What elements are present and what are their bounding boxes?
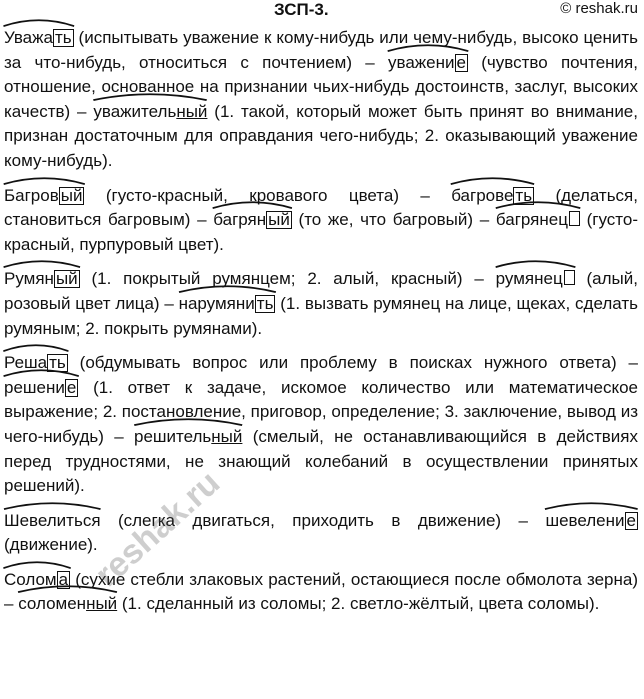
word-stem: багрянец (495, 210, 568, 230)
page-header (0, 0, 644, 22)
word-stem: Румян (4, 269, 54, 289)
word-stem: шевелени (545, 510, 625, 530)
word-root-marked (18, 592, 117, 617)
definition-text: (чувство почтения, отношение, основанное на признании чьих-нибудь достоинств, заслуг, высоких качеств) – (4, 52, 638, 121)
source-credit: © reshak.ru (560, 0, 638, 17)
word-stem: багрян (213, 210, 267, 230)
word-stem: Уважа (4, 28, 53, 47)
exercise-body (4, 26, 638, 627)
definition-text: (сухие стебли злаковых растений, остающиеся после обмолота зерна) – (4, 569, 638, 614)
word-ending: е (626, 510, 636, 530)
definition-text: (1. сделанный из соломы; 2. светло-жёлтый, цвета соломы). (117, 594, 600, 614)
definition-text: (делаться, становиться багровым) – (4, 185, 638, 230)
word-ending: а (58, 569, 69, 589)
definition-text: (слегка двигаться, приходить в движение) – (100, 510, 546, 530)
word-family-paragraph (4, 351, 638, 499)
word-stem: уважитель (93, 101, 177, 121)
word-family-paragraph (4, 184, 638, 258)
word-ending: ть (515, 185, 533, 205)
word-root-marked (4, 376, 78, 401)
definition-text: (алый, розовый цвет лица) – (4, 269, 638, 313)
word-stem: решени (4, 377, 65, 397)
definition-text: (1. ответ к задаче, искомое количество или математическое выражение; 2. постановление, приговор, определение; 3. заключение, вывод из чего-нибудь) – (4, 377, 638, 446)
exercise-title: ЗСП-3. (274, 0, 329, 19)
word-root-marked (179, 292, 276, 317)
word-root-marked (134, 425, 242, 450)
word-suffix: ный (86, 594, 118, 614)
word-ending: ый (55, 269, 78, 289)
word-stem: багрове (451, 185, 514, 205)
word-stem: Солом (4, 569, 57, 589)
word-stem: Реша (4, 353, 48, 373)
word-suffix: ный (211, 426, 243, 446)
word-root-marked (4, 267, 80, 292)
word-family-paragraph (4, 26, 638, 174)
definition-text: (то же, что багровый) – (291, 210, 496, 230)
zero-ending-box (569, 211, 580, 226)
word-stem: Шевелиться (4, 510, 101, 530)
word-ending: ть (54, 28, 72, 47)
word-stem: уважени (388, 52, 455, 72)
word-root-marked (496, 267, 575, 292)
definition-text: (1. вызвать румянец на лице, щеках, сделать румяным; 2. покрыть румянами). (4, 293, 638, 338)
word-root-marked (388, 51, 468, 76)
word-ending: ый (60, 185, 83, 205)
word-family-paragraph (4, 509, 638, 558)
word-root-marked (4, 26, 74, 51)
word-ending: ть (256, 293, 274, 313)
word-root-marked (213, 208, 292, 233)
word-root-marked (496, 208, 580, 233)
word-ending: ть (49, 353, 66, 373)
word-stem: нарумяни (178, 293, 255, 313)
watermark: reshak.ru (88, 463, 228, 595)
word-family-paragraph (4, 267, 638, 341)
definition-text: (смелый, не останавливающийся в действиях перед трудностями, не знающий колебаний в осуществлении принятых решений). (4, 426, 639, 496)
word-ending: е (456, 52, 466, 72)
word-root-marked (4, 184, 84, 209)
definition-text: (1. покрытый румянцем; 2. алый, красный) – (79, 269, 496, 289)
word-stem: румянец (495, 269, 563, 289)
word-suffix: ный (176, 101, 208, 121)
definition-text: (1. такой, который может быть принят во внимание, признан достаточным для оправдания чего-нибудь; 2. оказывающий уважение кому-нибудь). (4, 101, 638, 170)
definition-text: (движение). (4, 535, 98, 555)
definition-text: (густо-красный, кровавого цвета) – (84, 185, 452, 205)
word-root-marked (93, 100, 207, 125)
word-stem: решитель (133, 426, 212, 446)
definition-text: (обдумывать вопрос или проблему в поисках нужного ответа) – (67, 353, 638, 373)
definition-text: (густо-красный, пурпуровый цвет). (4, 210, 639, 254)
word-root-marked (4, 509, 101, 534)
word-ending: ый (268, 210, 290, 230)
definition-text: (испытывать уважение к кому-нибудь или чему-нибудь, высоко ценить за что-нибудь, относиться с почтением) – (4, 28, 638, 72)
word-stem: Багров (4, 185, 59, 205)
zero-ending-box (564, 270, 575, 285)
word-root-marked (545, 509, 638, 534)
word-ending: е (66, 377, 77, 397)
word-stem: соломен (18, 594, 87, 614)
